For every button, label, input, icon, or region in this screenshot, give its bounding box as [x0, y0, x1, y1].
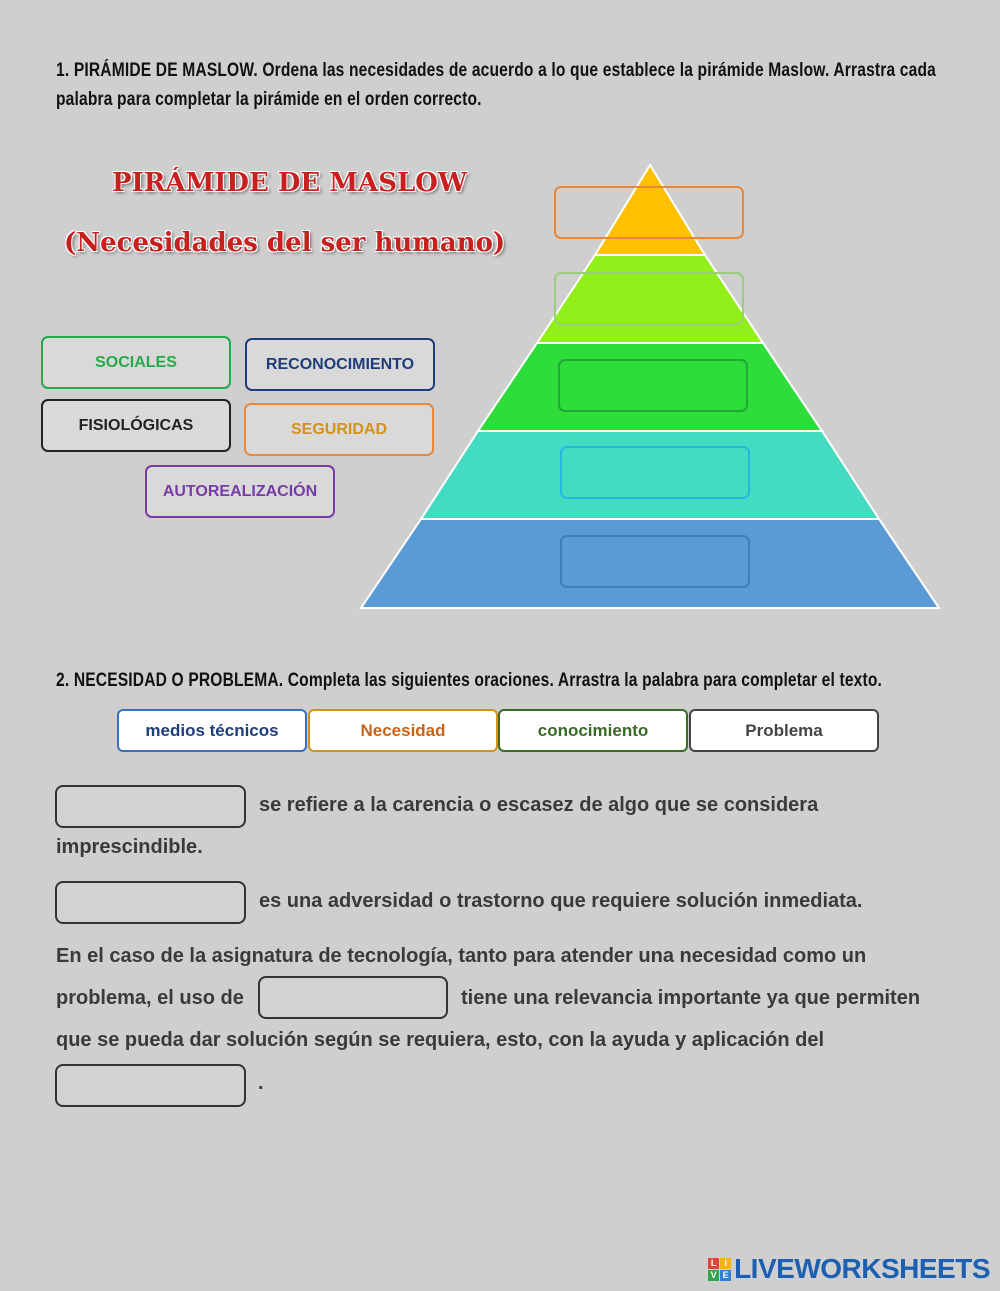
pyramid-slot-2[interactable] — [554, 272, 744, 325]
chip-reconocimiento[interactable]: RECONOCIMIENTO — [245, 338, 435, 391]
pyramid-slot-3[interactable] — [558, 359, 748, 412]
chip-seguridad[interactable]: SEGURIDAD — [244, 403, 434, 456]
blank-2[interactable] — [55, 881, 246, 924]
chip-fisiologicas[interactable]: FISIOLÓGICAS — [41, 399, 231, 452]
sentence2-text: es una adversidad o trastorno que requiere solución inmediata. — [259, 890, 863, 912]
blank-3[interactable] — [258, 976, 448, 1019]
logo-letter-v: V — [708, 1270, 719, 1281]
paragraph-end: . — [258, 1072, 264, 1094]
section2-instruction: 2. NECESIDAD O PROBLEMA. Completa las siguientes oraciones. Arrastra la palabra para completar el texto. — [56, 670, 883, 691]
paragraph-line1: En el caso de la asignatura de tecnología, tanto para atender una necesidad como un — [56, 945, 867, 967]
word-conocimiento[interactable]: conocimiento — [498, 709, 688, 752]
logo-text: LIVEWORKSHEETS — [734, 1253, 990, 1284]
pyramid-title: PIRÁMIDE DE MASLOW — [112, 168, 468, 198]
section1-instruction-line1: 1. PIRÁMIDE DE MASLOW. Ordena las necesidades de acuerdo a lo que establece la pirámide Maslow. Arrastra cada — [56, 60, 936, 81]
blank-1[interactable] — [55, 785, 246, 828]
pyramid-slot-5[interactable] — [560, 535, 750, 588]
section1-instruction-line2: palabra para completar la pirámide en el orden correcto. — [56, 89, 482, 110]
logo-letter-l: L — [708, 1258, 719, 1269]
liveworksheets-logo — [708, 1253, 990, 1285]
pyramid-slot-1[interactable] — [554, 186, 744, 239]
logo-icon — [708, 1258, 731, 1281]
word-necesidad[interactable]: Necesidad — [308, 709, 498, 752]
chip-autorealizacion[interactable]: AUTOREALIZACIÓN — [145, 465, 335, 518]
sentence1-text-b: imprescindible. — [56, 836, 203, 858]
paragraph-line3: que se pueda dar solución según se requiera, esto, con la ayuda y aplicación del — [56, 1029, 825, 1051]
logo-letter-e: E — [720, 1270, 731, 1281]
paragraph-line2-b: tiene una relevancia importante ya que permiten — [461, 987, 921, 1009]
logo-letter-i: I — [720, 1258, 731, 1269]
pyramid-slot-4[interactable] — [560, 446, 750, 499]
sentence1-text-a: se refiere a la carencia o escasez de algo que se considera — [259, 794, 819, 816]
word-medios-tecnicos[interactable]: medios técnicos — [117, 709, 307, 752]
blank-4[interactable] — [55, 1064, 246, 1107]
chip-sociales[interactable]: SOCIALES — [41, 336, 231, 389]
paragraph-line2-a: problema, el uso de — [56, 987, 244, 1009]
pyramid-subtitle: (Necesidades del ser humano) — [64, 228, 506, 258]
word-problema[interactable]: Problema — [689, 709, 879, 752]
